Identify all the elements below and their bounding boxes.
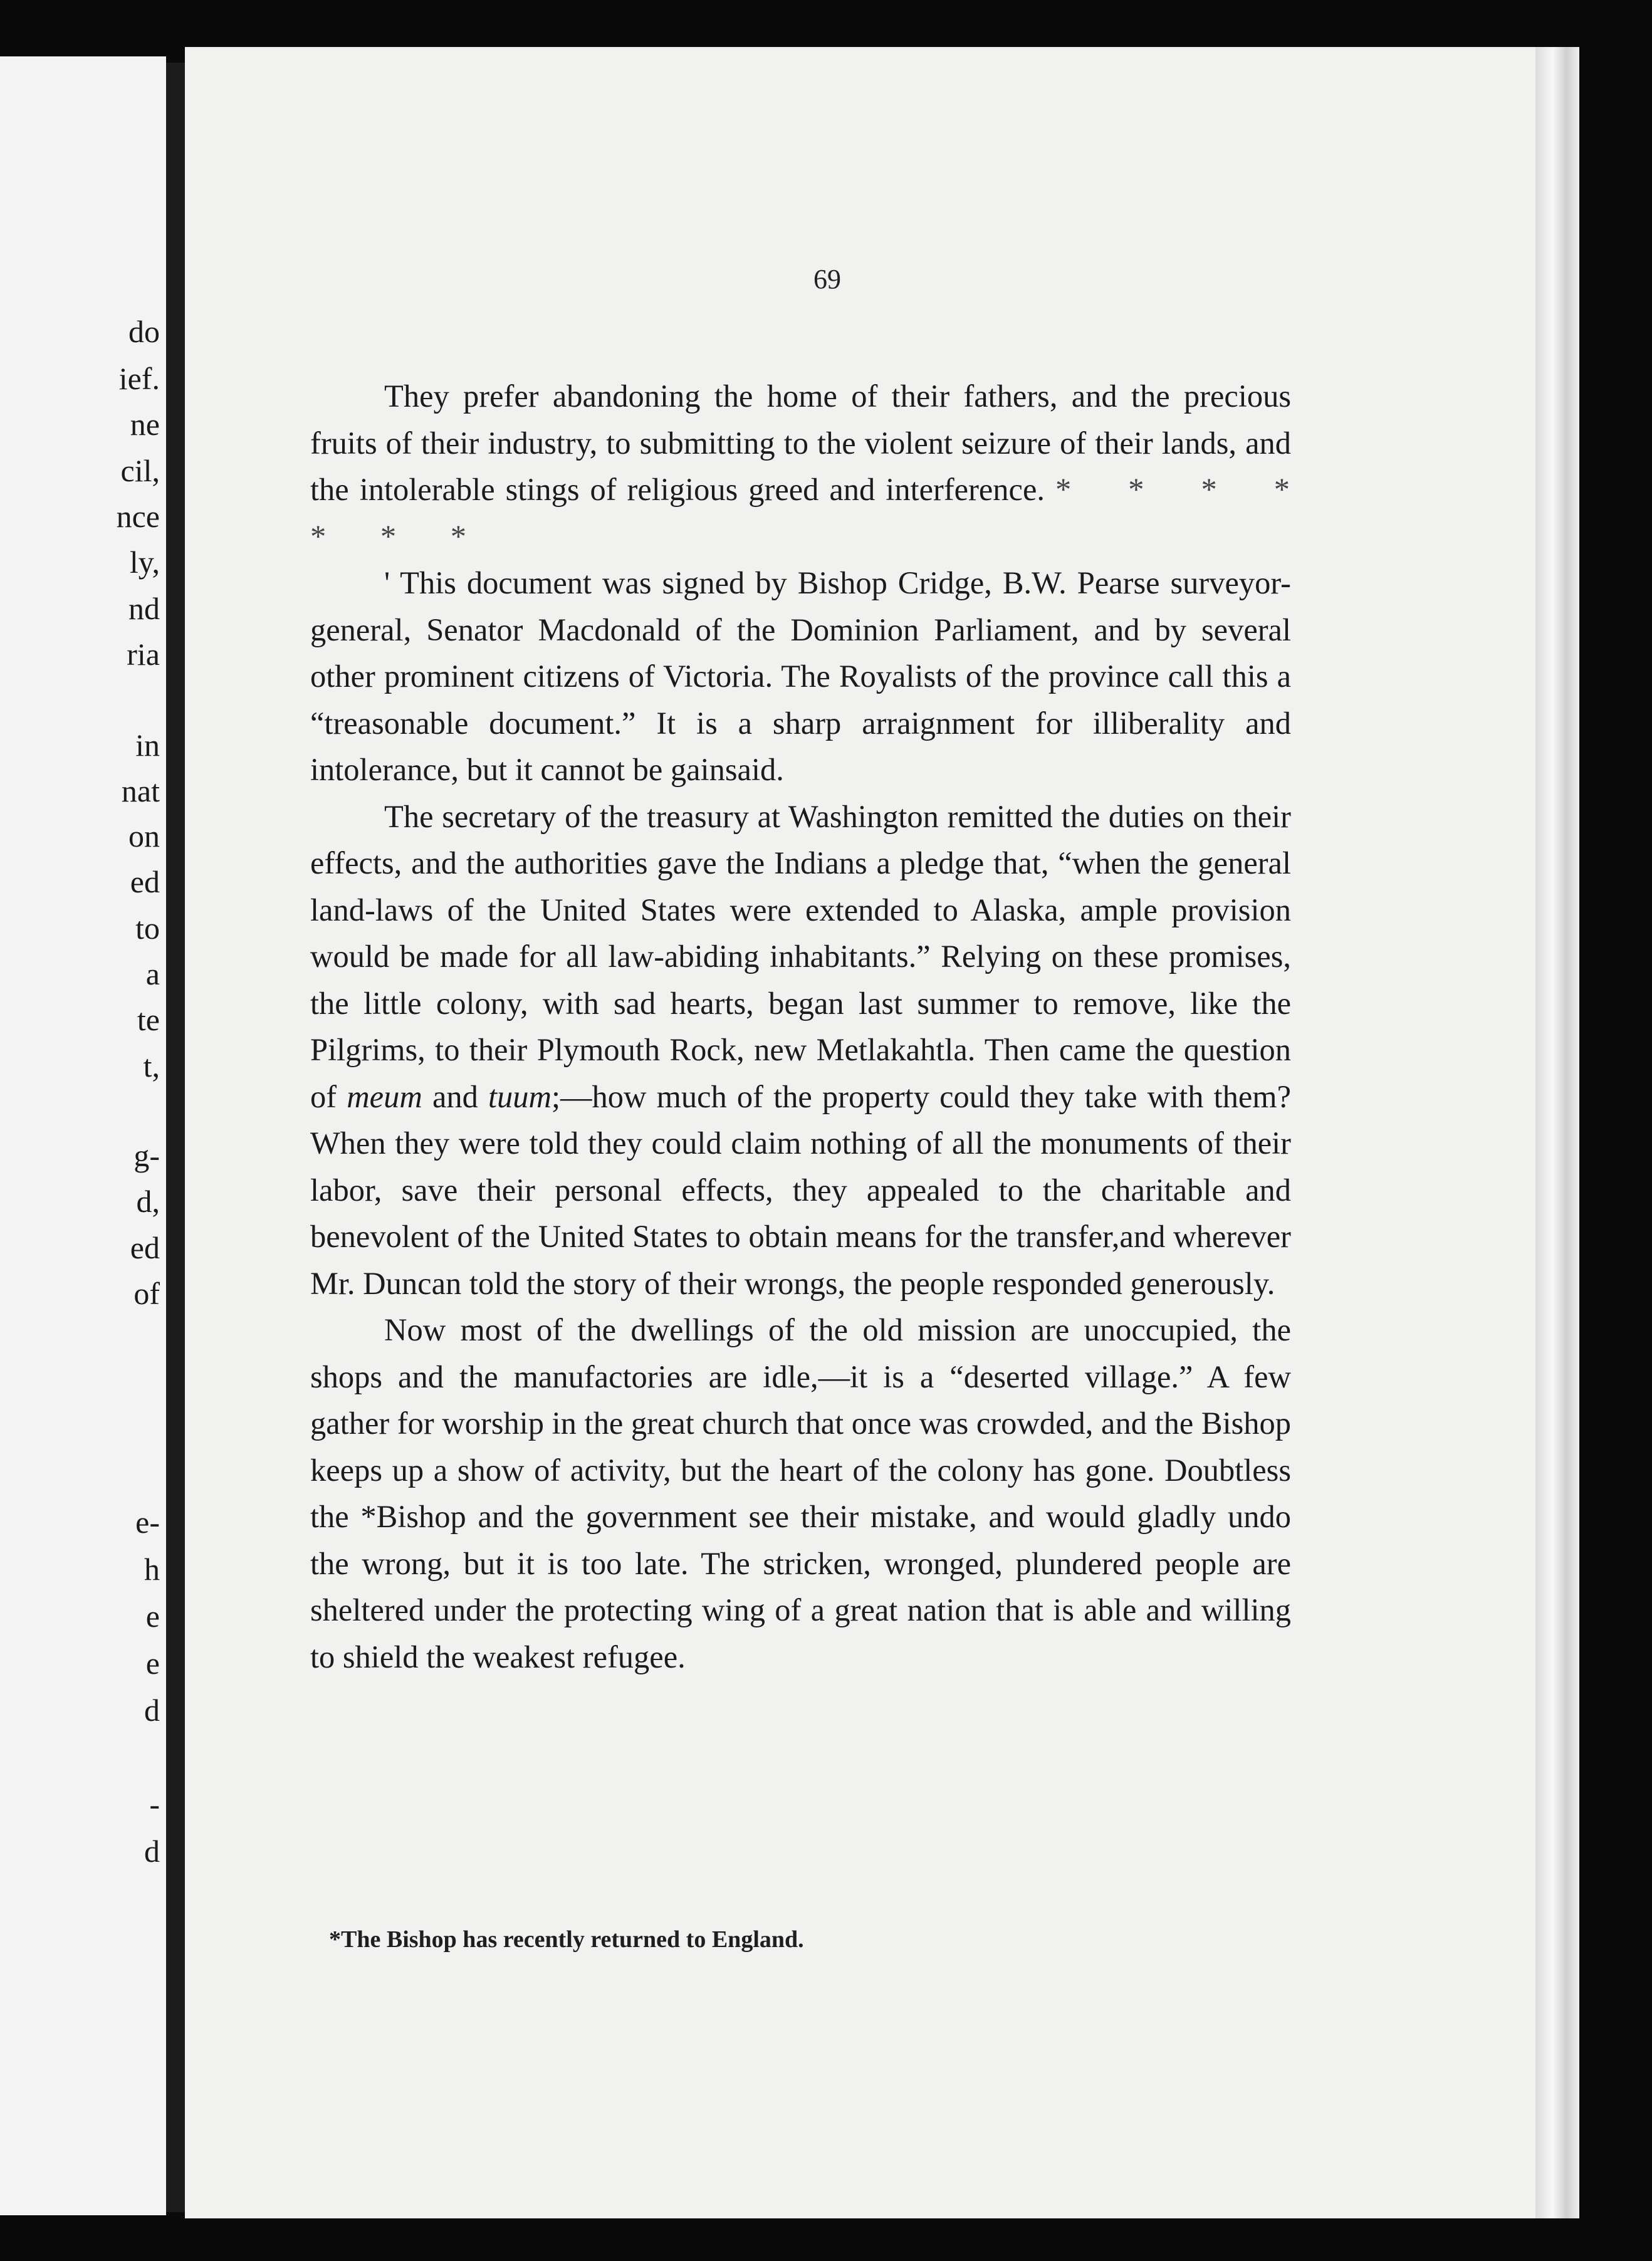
- left-page-fragment: t,: [143, 1048, 160, 1084]
- asterisk-ellipsis: * * * * * * *: [310, 472, 1291, 554]
- body-text: [310, 373, 1291, 1680]
- paragraph-4: Now most of the dwellings of the old mission are unoccupied, the shops and the manufactories are idle,—it is a “deserted village.” A few gather for worship in the great church that once was crowded, and the Bishop keeps up a show of activity, but the heart of the colony has gone. Doubtless the *Bishop and the government see their mistake, and would gladly undo the wrong, but it is too late. The stricken, wronged, plundered people are sheltered under the protecting wing of a great nation that is able and willing to shield the weakest refugee.: [310, 1312, 1292, 1674]
- word-tuum: tuum: [488, 1078, 552, 1114]
- left-page-fragment: in: [135, 728, 160, 763]
- left-page-fragment: ed: [130, 1230, 160, 1265]
- left-page-fragment: nd: [128, 591, 160, 626]
- footnote: *The Bishop has recently returned to England.: [329, 1926, 804, 1953]
- book-spine: [166, 63, 185, 2212]
- page-number: 69: [813, 264, 841, 295]
- paragraph-3: [310, 793, 1291, 1307]
- page-edge-shading: [1535, 47, 1579, 2218]
- paragraph-3-end: ;—how much of the property could they take with them? When they were told they could claim nothing of all the monuments of their labor, save their personal effects, they appealed to the charitable and benevolent of the United States to obtain means for the transfer,and wherever Mr. Duncan told the story of their wrongs, the people responded generously.: [310, 1078, 1292, 1301]
- paragraph-3-start: The secretary of the treasury at Washington remitted the duties on their effects, and the authorities gave the Indians a pledge that, “when the general land-laws of the United States were extended to Alaska, ample provision would be made for all law-abiding inhabitants.” Relying on these promises, the little colony, with sad hearts, began last summer to remove, like the Pilgrims, to their Plymouth Rock, new Metlakahtla. Then came the question of: [310, 798, 1291, 1114]
- left-page-fragment: te: [137, 1002, 160, 1037]
- left-page-fragment: of: [133, 1276, 160, 1311]
- left-page-fragment: nat: [121, 773, 160, 808]
- left-page-fragment: to: [135, 911, 160, 946]
- left-page-fragment: on: [128, 818, 160, 854]
- left-page-fragment: ne: [130, 407, 160, 442]
- left-page-fragment: -: [149, 1787, 160, 1822]
- paragraph-1-text: They prefer abandoning the home of their fathers, and the precious fruits of their industry, to submitting to the violent seizure of their lands, and the intolerable stings of religious greed and interference.: [310, 379, 1291, 507]
- left-page-fragment: d,: [136, 1184, 160, 1219]
- right-page: [185, 47, 1579, 2218]
- left-page-fragment: e-: [135, 1505, 160, 1540]
- left-page-fragment: ed: [130, 864, 160, 899]
- left-page-fragment: e: [145, 1599, 160, 1634]
- left-page-fragment: d: [144, 1834, 160, 1869]
- left-page-fragment: g-: [133, 1138, 160, 1173]
- word-and: and: [432, 1078, 478, 1114]
- left-page-fragment: d: [144, 1693, 160, 1728]
- left-page-fragment: ria: [127, 637, 160, 672]
- left-page-fragment: do: [128, 314, 160, 349]
- left-page-fragment: cil,: [120, 453, 160, 488]
- left-page-fragment: ly,: [129, 545, 160, 580]
- left-page-fragment: h: [144, 1552, 160, 1587]
- paragraph-2: ' This document was signed by Bishop Cridge, B.W. Pearse surveyor-general, Senator Macdonald of the Dominion Parliament, and by several other prominent citizens of Victoria. The Royalists of the province call this a “treasonable document.” It is a sharp arraignment for illiberality and intolerance, but it cannot be gainsaid.: [310, 565, 1291, 787]
- left-page-fragment: e: [145, 1646, 160, 1681]
- left-page-edge: [0, 56, 166, 2215]
- left-page-fragment: ief.: [118, 361, 160, 396]
- word-meum: meum: [347, 1078, 422, 1114]
- left-page-fragment: a: [145, 956, 160, 991]
- paragraph-1: [310, 373, 1291, 560]
- left-page-fragment: nce: [116, 499, 160, 534]
